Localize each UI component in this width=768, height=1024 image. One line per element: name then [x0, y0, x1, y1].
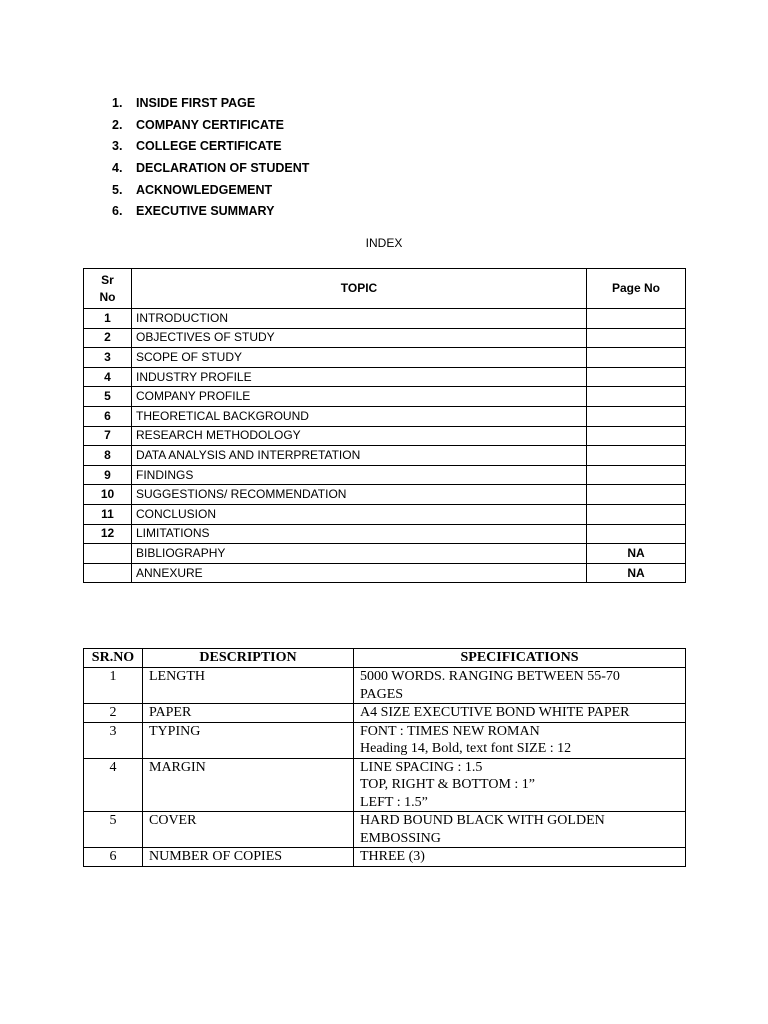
table-row: 1 INTRODUCTION — [84, 309, 686, 329]
table-row: 6 THEORETICAL BACKGROUND — [84, 406, 686, 426]
table-row: 2 PAPER A4 SIZE EXECUTIVE BOND WHITE PAPER — [84, 704, 686, 723]
spec-header-row — [84, 649, 686, 668]
table-row: 1 LENGTH 5000 WORDS. RANGING BETWEEN 55-70 PAGES — [84, 668, 686, 704]
index-table — [83, 268, 686, 583]
description-header: DESCRIPTION — [143, 649, 354, 668]
specifications-header: SPECIFICATIONS — [354, 649, 686, 668]
table-row: 10 SUGGESTIONS/ RECOMMENDATION — [84, 485, 686, 505]
table-row: 3 SCOPE OF STUDY — [84, 348, 686, 368]
list-item: 5. ACKNOWLEDGEMENT — [112, 182, 273, 197]
list-item: 6. EXECUTIVE SUMMARY — [112, 204, 275, 219]
list-item: 1. INSIDE FIRST PAGE — [112, 96, 256, 110]
table-row: 8 DATA ANALYSIS AND INTERPRETATION — [84, 446, 686, 466]
table-row: 11 CONCLUSION — [84, 504, 686, 524]
table-row: 3 TYPING FONT : TIMES NEW ROMAN Heading 14, Bold, text font SIZE : 12 — [84, 722, 686, 758]
index-title: INDEX — [365, 236, 403, 250]
table-row: ANNEXURE NA — [84, 563, 686, 583]
list-item: 3. COLLEGE CERTIFICATE — [112, 139, 282, 154]
specifications-table — [83, 648, 686, 867]
sr-no-header: SR.NO — [84, 649, 143, 668]
topic-header: TOPIC — [132, 269, 587, 309]
sr-no-header: Sr No — [84, 269, 132, 309]
table-row: 2 OBJECTIVES OF STUDY — [84, 328, 686, 348]
front-matter-list — [112, 93, 309, 223]
page-no-header: Page No — [587, 269, 686, 309]
table-row: 7 RESEARCH METHODOLOGY — [84, 426, 686, 446]
table-row: 5 COVER HARD BOUND BLACK WITH GOLDEN EMBOSSING — [84, 812, 686, 848]
index-header-row — [84, 269, 686, 309]
table-row: 4 MARGIN LINE SPACING : 1.5 TOP, RIGHT & BOTTOM : 1” LEFT : 1.5” — [84, 758, 686, 812]
list-item: 4. DECLARATION OF STUDENT — [112, 161, 310, 176]
list-item: 2. COMPANY CERTIFICATE — [112, 117, 284, 132]
table-row: 6 NUMBER OF COPIES THREE (3) — [84, 848, 686, 867]
table-row: 9 FINDINGS — [84, 465, 686, 485]
table-row: 12 LIMITATIONS — [84, 524, 686, 544]
table-row: 4 INDUSTRY PROFILE — [84, 367, 686, 387]
table-row: BIBLIOGRAPHY NA — [84, 544, 686, 564]
table-row: 5 COMPANY PROFILE — [84, 387, 686, 407]
